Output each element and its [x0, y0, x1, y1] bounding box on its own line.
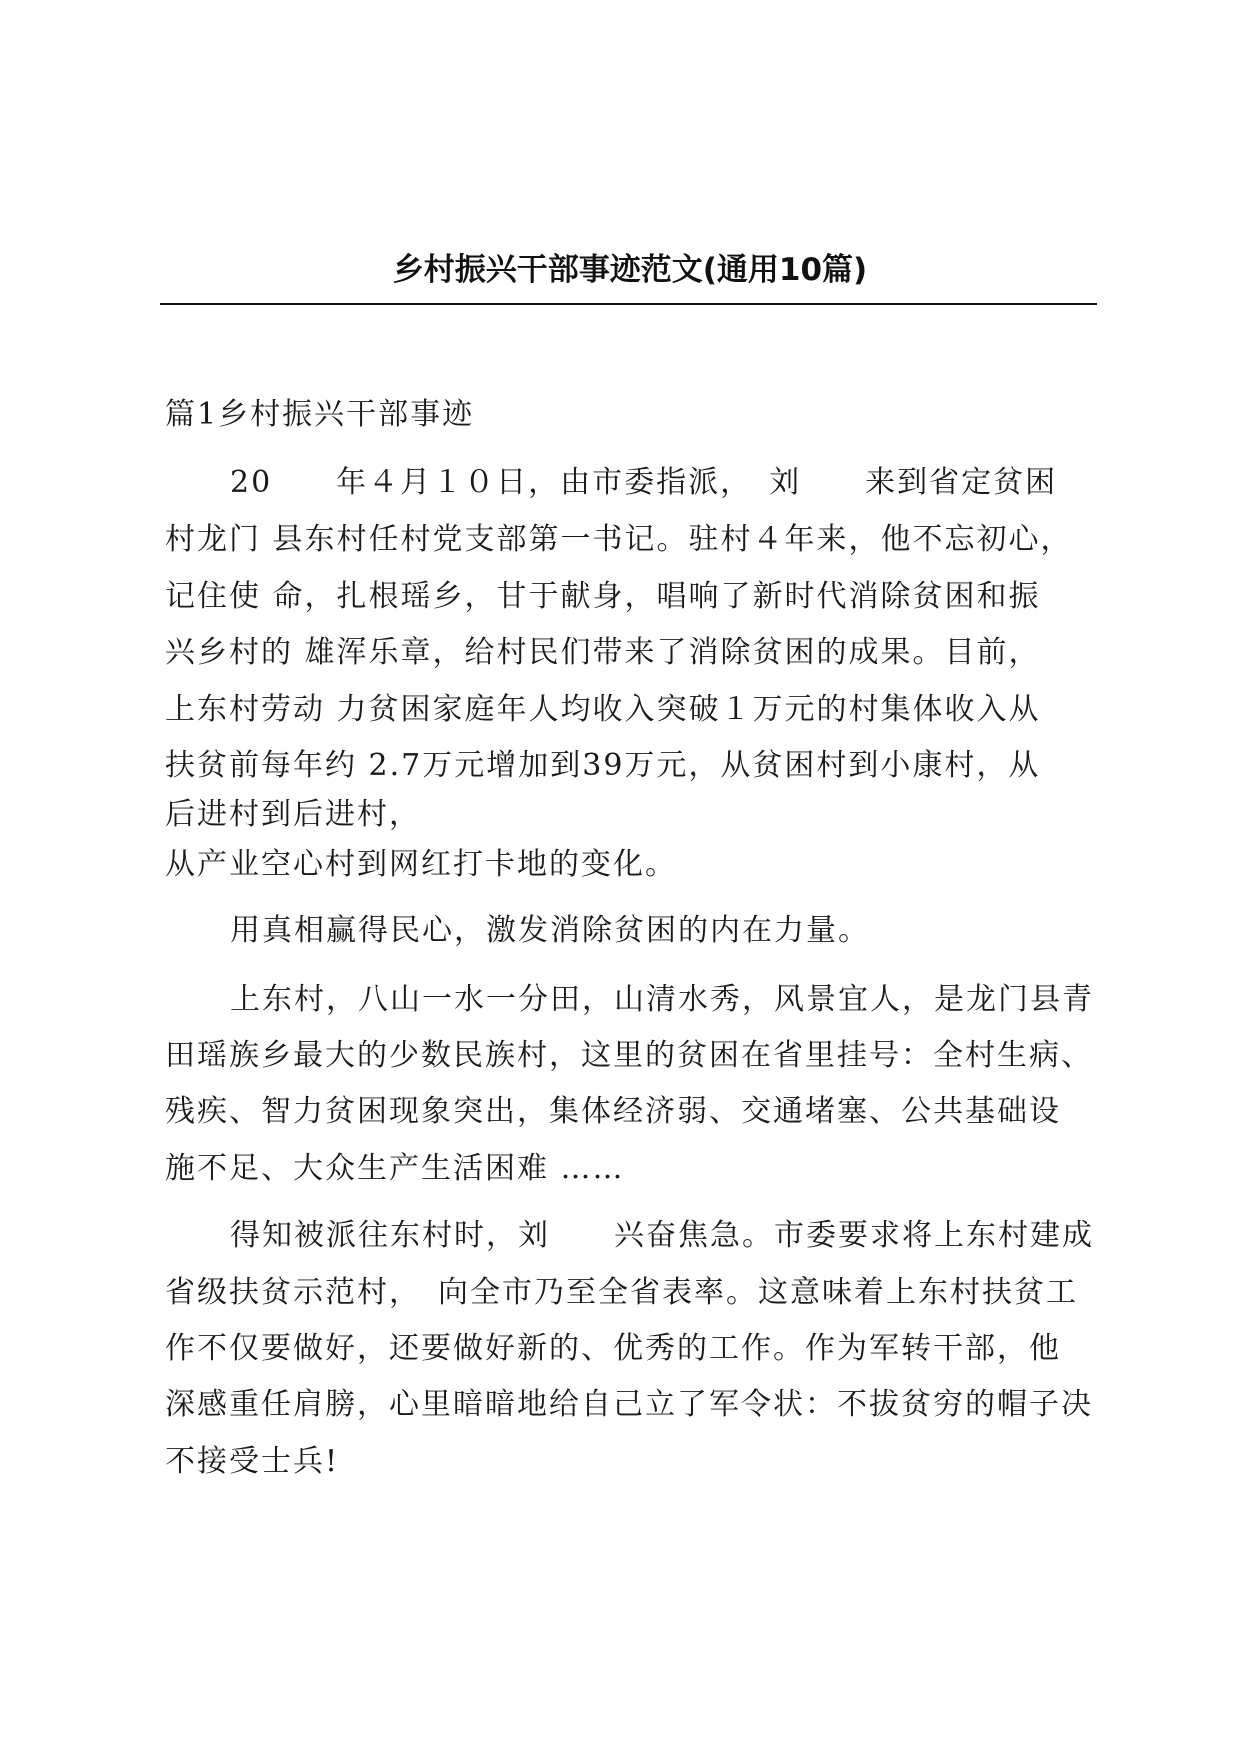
paragraph-1-line-2: 村龙门 县东村任村党支部第一书记。驻村４年来，他不忘初心， [165, 522, 1073, 557]
paragraph-1-line-6: 扶贫前每年约 2.7万元增加到39万元，从贫困村到小康村，从 [165, 748, 1041, 783]
paragraph-1-line-1: 20 年４月１０日，由市委指派， 刘 来到省定贫困 [230, 465, 1058, 500]
paragraph-3-line-1: 上东村，八山一水一分田，山清水秀，风景宜人，是龙门县青 [230, 982, 1094, 1017]
paragraph-1-line-5: 上东村劳动 力贫困家庭年人均收入突破１万元的村集体收入从 [165, 692, 1041, 727]
paragraph-4-line-1: 得知被派往东村时，刘 兴奋焦急。市委要求将上东村建成 [230, 1218, 1094, 1253]
paragraph-1-line-4: 兴乡村的 雄浑乐章，给村民们带来了消除贫困的成果。目前， [165, 635, 1041, 670]
paragraph-3-line-3: 残疾、智力贫困现象突出，集体经济弱、交通堵塞、公共基础设 [165, 1094, 1061, 1129]
paragraph-3-line-2: 田瑶族乡最大的少数民族村，这里的贫困在省里挂号：全村生病、 [165, 1038, 1093, 1073]
paragraph-4-line-5: 不接受士兵! [165, 1444, 340, 1479]
paragraph-1-line-8: 从产业空心村到网红打卡地的变化。 [165, 847, 677, 882]
paragraph-2-line-1: 用真相赢得民心，激发消除贫困的内在力量。 [230, 913, 870, 948]
title-underline [160, 303, 1097, 305]
paragraph-3-line-4: 施不足、大众生产生活困难 …… [165, 1151, 625, 1186]
paragraph-4-line-4: 深感重任肩膀，心里暗暗地给自己立了军令状：不拔贫穷的帽子决 [165, 1387, 1093, 1422]
paragraph-1-line-3: 记住使 命，扎根瑶乡，甘于献身，唱响了新时代消除贫困和振 [165, 579, 1041, 614]
paragraph-4-line-3: 作不仅要做好，还要做好新的、优秀的工作。作为军转干部，他 [165, 1331, 1061, 1366]
section-heading: 篇1乡村振兴干部事迹 [165, 397, 475, 432]
document-title: 乡村振兴干部事迹范文(通用10篇) [392, 252, 868, 288]
paragraph-1-line-7: 后进村到后进村， [165, 797, 421, 832]
paragraph-4-line-2: 省级扶贫示范村， 向全市乃至全省表率。这意味着上东村扶贫工 [165, 1275, 1078, 1310]
